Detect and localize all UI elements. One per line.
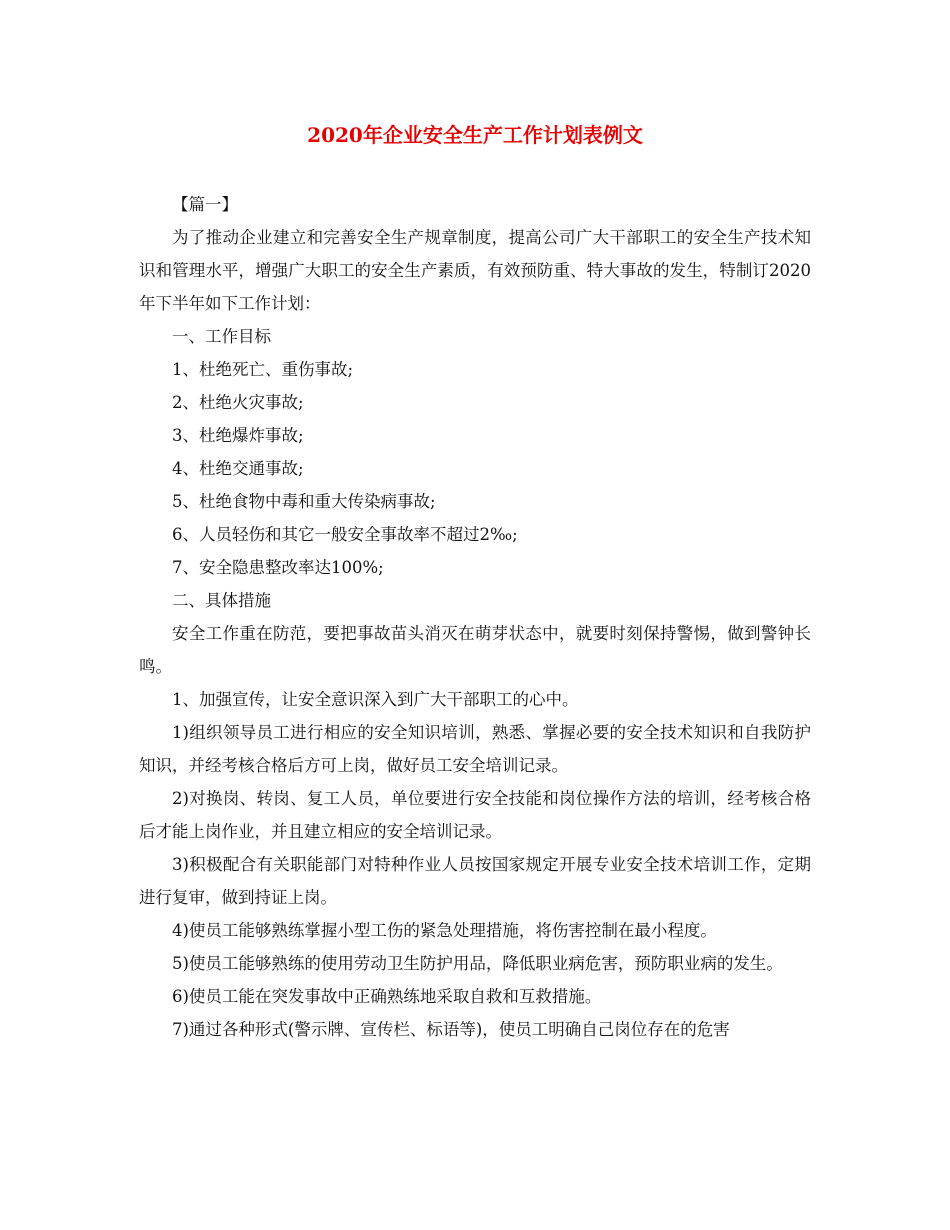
document-title: 2020年企业安全生产工作计划表例文	[307, 123, 643, 147]
paragraph: 为了推动企业建立和完善安全生产规章制度，提高公司广大干部职工的安全生产技术知识和管理水平，增强广大职工的安全生产素质，有效预防重、特大事故的发生，特制订2020年下半年如下工作计划：	[139, 228, 811, 313]
paragraph: 3)积极配合有关职能部门对特种作业人员按国家规定开展专业安全技术培训工作，定期进行复审，做到持证上岗。	[139, 855, 811, 907]
paragraph: 4)使员工能够熟练掌握小型工伤的紧急处理措施，将伤害控制在最小程度。	[172, 921, 717, 940]
paragraph: 二、具体措施	[172, 591, 271, 610]
paragraph: 安全工作重在防范，要把事故苗头消灭在萌芽状态中，就要时刻保持警惕，做到警钟长鸣。	[139, 624, 811, 676]
paragraph: 3、杜绝爆炸事故;	[172, 426, 304, 445]
paragraph: 2)对换岗、转岗、复工人员，单位要进行安全技能和岗位操作方法的培训，经考核合格后才能上岗作业，并且建立相应的安全培训记录。	[139, 789, 811, 841]
document-body	[139, 188, 811, 1046]
paragraph: 1、加强宣传，让安全意识深入到广大干部职工的心中。	[172, 690, 579, 709]
paragraph: 1、杜绝死亡、重伤事故;	[172, 360, 354, 379]
paragraph: 4、杜绝交通事故;	[172, 459, 304, 478]
paragraph: 1)组织领导员工进行相应的安全知识培训，熟悉、掌握必要的安全技术知识和自我防护知识，并经考核合格后方可上岗，做好员工安全培训记录。	[139, 723, 811, 775]
paragraph: 7)通过各种形式(警示牌、宣传栏、标语等)，使员工明确自己岗位存在的危害	[172, 1020, 730, 1039]
paragraph: 2、杜绝火灾事故;	[172, 393, 304, 412]
paragraph: 【篇一】	[172, 195, 238, 214]
paragraph: 7、安全隐患整改率达100%;	[172, 558, 384, 577]
paragraph: 5)使员工能够熟练的使用劳动卫生防护用品，降低职业病危害，预防职业病的发生。	[172, 954, 783, 973]
paragraph: 6)使员工能在突发事故中正确熟练地采取自救和互救措施。	[172, 987, 602, 1006]
paragraph: 一、工作目标	[172, 327, 271, 346]
paragraph: 5、杜绝食物中毒和重大传染病事故;	[172, 492, 436, 511]
paragraph: 6、人员轻伤和其它一般安全事故率不超过2‰;	[172, 525, 518, 544]
